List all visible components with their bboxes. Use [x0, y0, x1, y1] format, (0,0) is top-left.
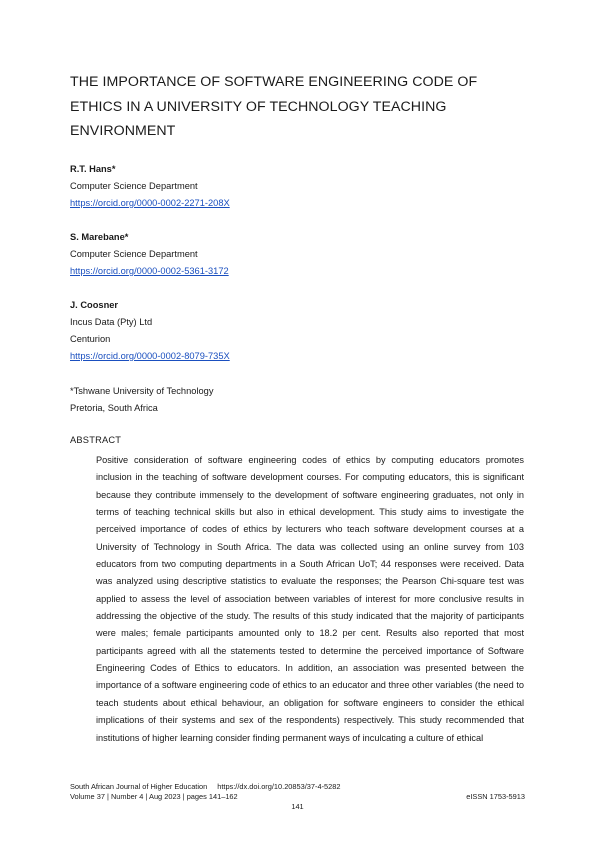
- journal-name: South African Journal of Higher Education: [70, 782, 208, 791]
- orcid-link[interactable]: https://orcid.org/0000-0002-2271-208X: [70, 198, 230, 208]
- paper-title: THE IMPORTANCE OF SOFTWARE ENGINEERING CODE OF ETHICS IN A UNIVERSITY OF TECHNOLOGY TEACHING ENVIRONMENT: [70, 74, 478, 139]
- author-company: Incus Data (Pty) Ltd: [70, 317, 153, 327]
- author-department: Computer Science Department: [70, 249, 198, 259]
- abstract-text: Positive consideration of software engineering codes of ethics by computing educators promotes inclusion in the teaching of software development courses. For computing educators, this is significant because they contribute immensely to the development of software engineering graduates, not only in terms of teaching technical skills but also in ethical development. This study aims to investigate the perceived importance of codes of ethics by lecturers who teach software development courses at a University of Technology in South Africa. The data was collected using an online survey from 103 educators from two computing departments in a South African UoT; 44 responses were received. Data was analyzed using descriptive statistics to evaluate the responses; the Pearson Chi-square test was applied to assess the level of association between variables of interest for more conclusive results in addressing the objective of the study. The results of this study indicated that the majority of participants were males; female participants amounted only to 18.2 per cent. Results also reported that most participants agreed with all the statements tested to determine the perceived importance of Software Engineering Codes of Ethics to educators. In addition, an association was presented between the importance of a software engineering code of ethics to an educator and three other variables (the need to teach students about ethical behaviour, an obligation for software engineers to consider the ethical implications of their systems and sex of the respondents) respectively. This study recommended that institutions of higher learning consider finding permanent ways of inculcating a culture of ethical: [96, 455, 524, 743]
- affiliation-institution: *Tshwane University of Technology: [70, 386, 214, 396]
- author-block: [70, 161, 230, 212]
- volume-info: Volume 37 | Number 4 | Aug 2023 | pages 141‒162: [70, 792, 238, 801]
- abstract-heading: ABSTRACT: [70, 435, 122, 445]
- footer-line-2: [70, 792, 525, 801]
- orcid-link[interactable]: https://orcid.org/0000-0002-5361-3172: [70, 266, 229, 276]
- eissn: eISSN 1753-5913: [466, 792, 525, 801]
- affiliation: [70, 383, 214, 417]
- page-number: 141: [291, 802, 304, 811]
- author-name: J. Coosner: [70, 300, 119, 310]
- affiliation-location: Pretoria, South Africa: [70, 403, 158, 413]
- footer-line-1: [70, 782, 525, 791]
- author-name: S. Marebane*: [70, 232, 129, 242]
- author-department: Computer Science Department: [70, 181, 198, 191]
- doi-link[interactable]: https://dx.doi.org/10.20853/37-4-5282: [217, 782, 341, 791]
- orcid-link[interactable]: https://orcid.org/0000-0002-8079-735X: [70, 351, 230, 361]
- author-block: [70, 229, 229, 280]
- author-city: Centurion: [70, 334, 111, 344]
- author-block: [70, 297, 230, 365]
- author-name: R.T. Hans*: [70, 164, 116, 174]
